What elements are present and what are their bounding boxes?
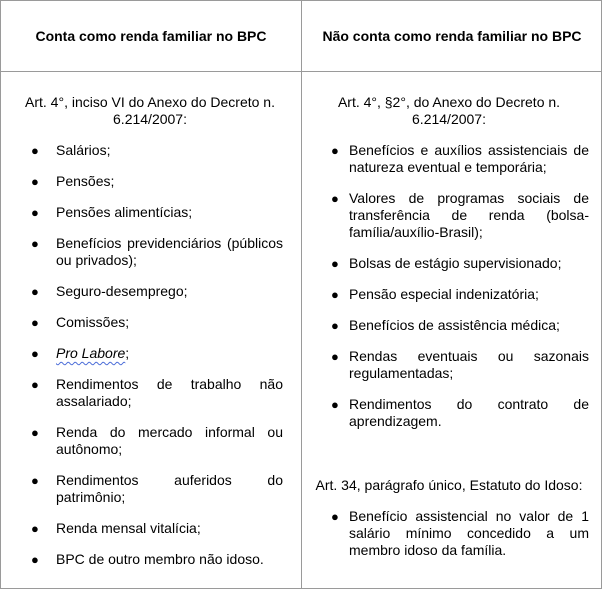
list-item: ● Valores de programas sociais de transferência de renda (bolsa-família/auxílio-Brasil);	[331, 190, 589, 240]
right-intro-second: Art. 34, parágrafo único, Estatuto do Idoso:	[315, 477, 583, 493]
list-item: ● Pensão especial indenizatória;	[331, 286, 539, 302]
list-item: ● Renda do mercado informal ou autônomo;	[31, 424, 283, 457]
bullet-icon: ●	[31, 205, 39, 220]
bullet-icon: ●	[331, 349, 339, 364]
bullet-icon: ●	[31, 236, 39, 251]
bullet-icon: ●	[31, 377, 39, 392]
bullet-icon: ●	[331, 397, 339, 412]
bullet-icon: ●	[31, 174, 39, 189]
list-item: ● Benefícios previdenciários (públicos ou privados);	[31, 235, 283, 268]
list-item: ● Seguro-desemprego;	[31, 283, 188, 299]
right-column	[309, 72, 589, 573]
list-item: ● Rendimentos de trabalho não assalariado;	[31, 376, 283, 409]
bullet-icon: ●	[31, 346, 39, 361]
right-list	[309, 142, 589, 430]
bullet-icon: ●	[31, 284, 39, 299]
left-intro: Art. 4°, inciso VI do Anexo do Decreto n. 6.214/2007:	[25, 94, 275, 127]
list-item: ● Benefício assistencial no valor de 1 salário mínimo concedido a um membro idoso da família.	[331, 508, 589, 558]
list-item: ● Rendimentos do contrato de aprendizagem.	[331, 396, 589, 429]
bullet-icon: ●	[331, 287, 339, 302]
left-column	[17, 72, 283, 582]
bullet-icon: ●	[331, 143, 339, 158]
list-item: ● BPC de outro membro não idoso.	[31, 551, 264, 567]
bullet-icon: ●	[31, 473, 39, 488]
list-item: ● Pensões alimentícias;	[31, 204, 193, 220]
bullet-icon: ●	[31, 425, 39, 440]
list-item: ● Bolsas de estágio supervisionado;	[331, 255, 562, 271]
pro-labore-text: Pro Labore	[56, 345, 126, 361]
list-item: ● Rendas eventuais ou sazonais regulamentadas;	[331, 348, 589, 381]
bullet-icon: ●	[31, 521, 39, 536]
list-item: ● Comissões;	[31, 314, 130, 330]
bullet-icon: ●	[31, 315, 39, 330]
bullet-icon: ●	[31, 143, 39, 158]
list-item: ● Salários;	[31, 142, 111, 158]
bullet-icon: ●	[331, 256, 339, 271]
bullet-icon: ●	[331, 318, 339, 333]
list-item: ● Rendimentos auferidos do patrimônio;	[31, 472, 283, 505]
right-intro: Art. 4°, §2°, do Anexo do Decreto n. 6.214/2007:	[337, 94, 561, 127]
left-list	[17, 142, 283, 568]
list-item: ● Benefícios e auxílios assistenciais de natureza eventual e temporária;	[331, 142, 589, 175]
list-item: ● Pro Labore;	[31, 345, 130, 361]
bullet-icon: ●	[331, 509, 339, 524]
column-divider	[301, 1, 302, 588]
bullet-icon: ●	[331, 191, 339, 206]
right-list-second	[309, 508, 589, 559]
header-right: Não conta como renda familiar no BPC	[322, 28, 582, 44]
header-left: Conta como renda familiar no BPC	[35, 28, 267, 44]
list-item: ● Renda mensal vitalícia;	[31, 520, 201, 536]
bullet-icon: ●	[31, 552, 39, 567]
list-item: ● Benefícios de assistência médica;	[331, 317, 560, 333]
list-item: ● Pensões;	[31, 173, 115, 189]
